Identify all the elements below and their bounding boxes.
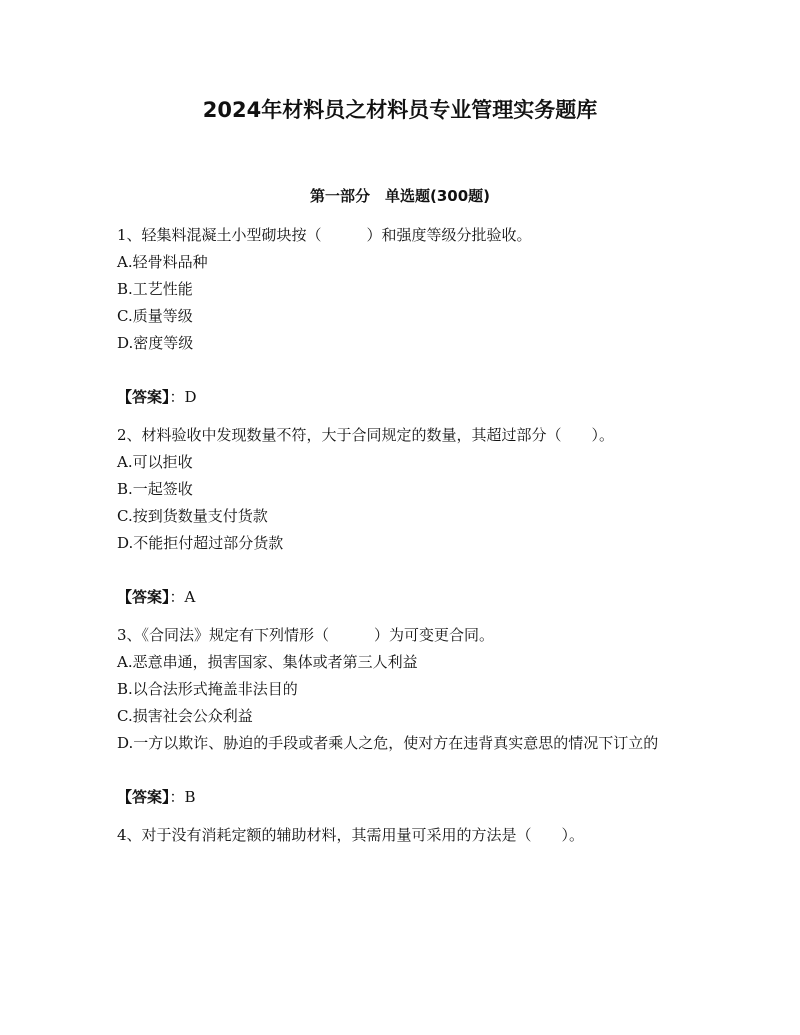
question-list <box>117 222 677 849</box>
question-4 <box>117 822 677 849</box>
question-1 <box>117 222 677 411</box>
answer-value: ：D <box>169 388 197 406</box>
answer-label: 【答案】 <box>117 788 170 806</box>
document-title: 2024年材料员之材料员专业管理实务题库 <box>202 98 598 122</box>
option-c: C.损害社会公众利益 <box>117 707 253 725</box>
question-stem: 2、材料验收中发现数量不符，大于合同规定的数量，其超过部分（ ）。 <box>117 426 615 444</box>
question-stem: 4、对于没有消耗定额的辅助材料，其需用量可采用的方法是（ ）。 <box>117 826 585 844</box>
option-c: C.质量等级 <box>117 307 193 325</box>
answer-value: ：A <box>169 588 196 606</box>
answer-line <box>117 384 677 411</box>
option-b: B.工艺性能 <box>117 280 193 298</box>
option-c: C.按到货数量支付货款 <box>117 507 268 525</box>
answer-value: ：B <box>169 788 196 806</box>
question-3 <box>117 622 677 811</box>
option-b: B.一起签收 <box>117 480 193 498</box>
option-a: A.可以拒收 <box>117 453 193 471</box>
option-d: D.密度等级 <box>117 334 194 352</box>
question-stem: 1、轻集料混凝土小型砌块按（ ）和强度等级分批验收。 <box>117 226 532 244</box>
option-a: A.恶意串通，损害国家、集体或者第三人利益 <box>117 653 418 671</box>
section-heading: 第一部分 单选题(300题) <box>309 187 491 205</box>
option-d: D.一方以欺诈、胁迫的手段或者乘人之危，使对方在违背真实意思的情况下订立的 <box>117 734 659 752</box>
question-stem: 3、《合同法》规定有下列情形（ ）为可变更合同。 <box>117 626 495 644</box>
option-a: A.轻骨料品种 <box>117 253 208 271</box>
answer-label: 【答案】 <box>117 388 170 406</box>
option-d: D.不能拒付超过部分货款 <box>117 534 284 552</box>
answer-line <box>117 584 677 611</box>
answer-label: 【答案】 <box>117 588 170 606</box>
question-2 <box>117 422 677 611</box>
option-b: B.以合法形式掩盖非法目的 <box>117 680 298 698</box>
answer-line <box>117 784 677 811</box>
